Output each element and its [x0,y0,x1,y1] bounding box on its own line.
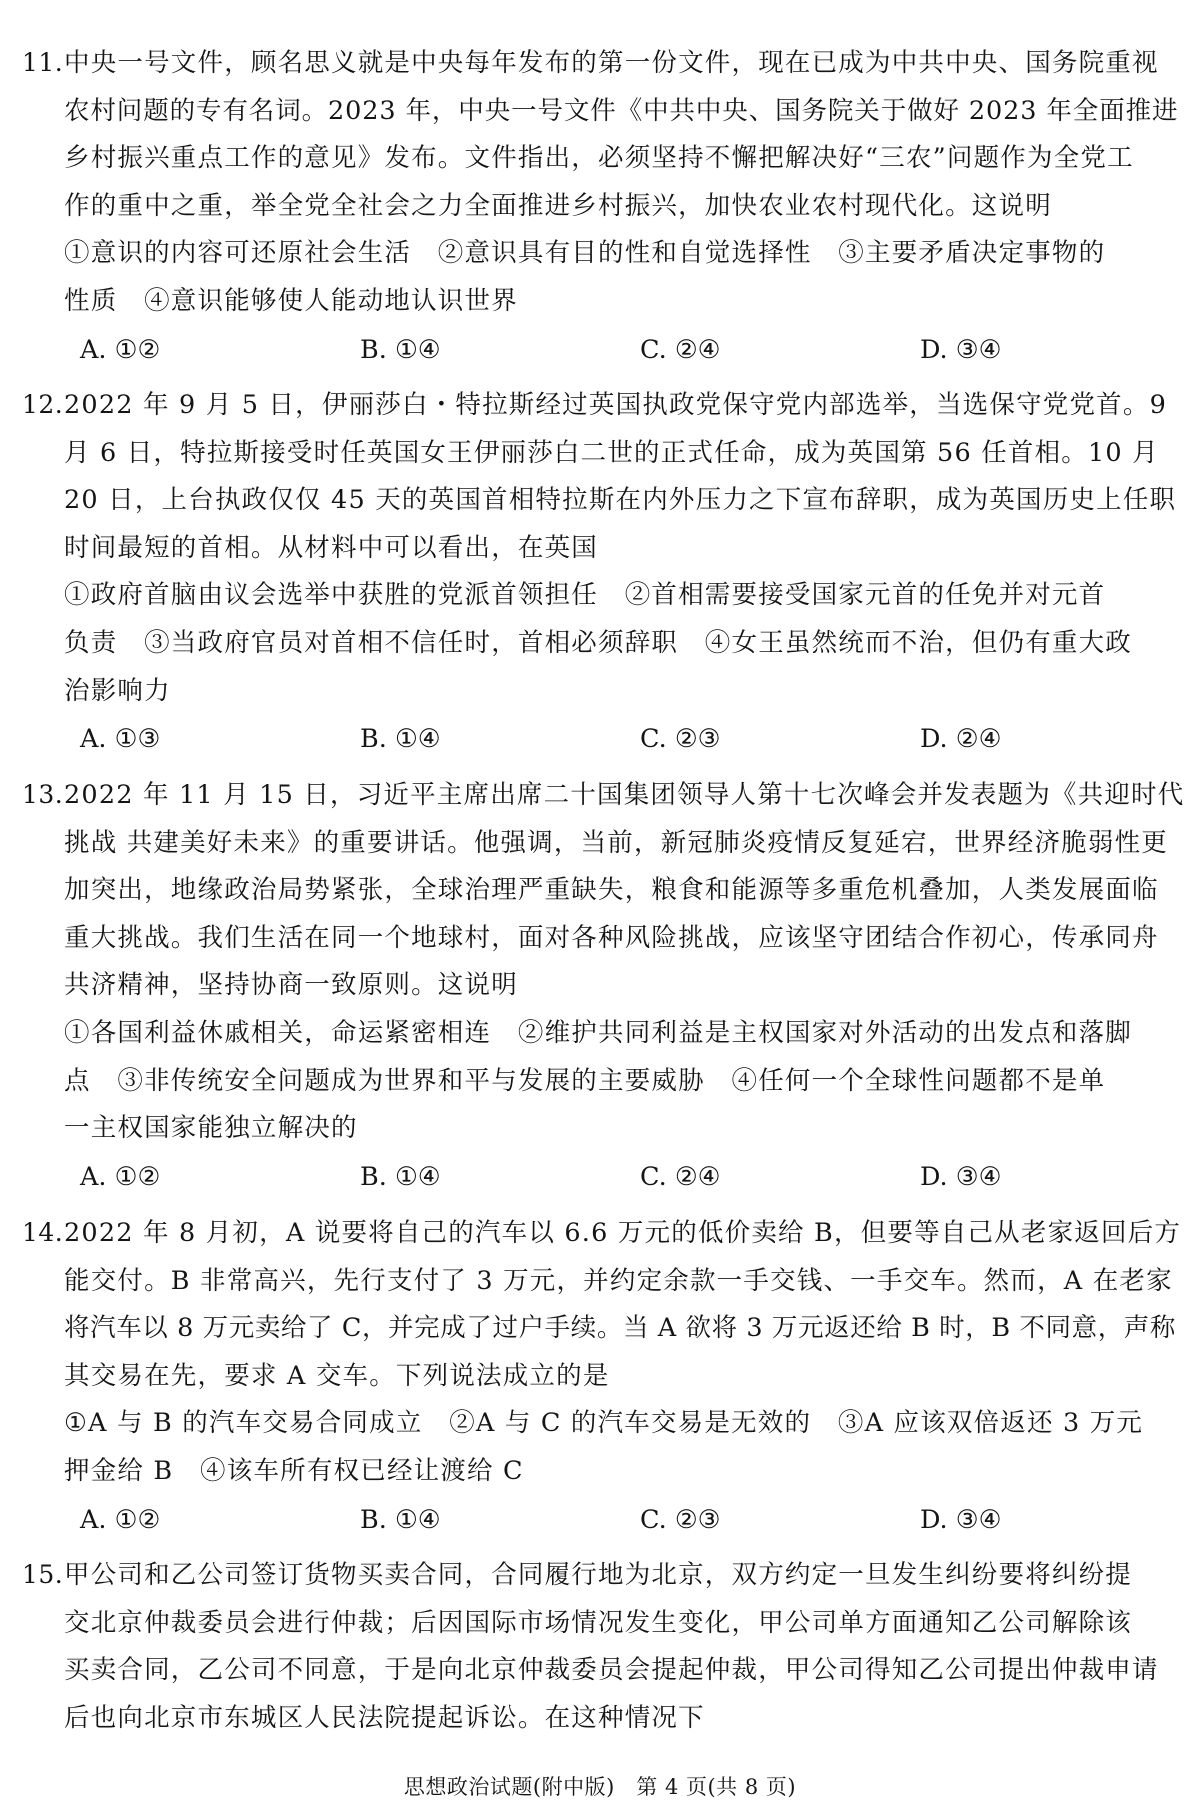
choice-a[interactable]: A. ①② [80,334,161,365]
question-stem-line: 将汽车以 8 万元卖给了 C，并完成了过户手续。当 A 欲将 3 万元返还给 B 时，B 不同意，声称 [64,1313,1177,1344]
question-stem-line: 共济精神，坚持协商一致原则。这说明 [64,970,518,1001]
question-stem-line: 20 日，上台执政仅仅 45 天的英国首相特拉斯在内外压力之下宣布辞职，成为英国历史上任职 [64,485,1177,516]
question-number: 14. [22,1218,64,1247]
question-stem-line: 能交付。B 非常高兴，先行支付了 3 万元，并约定余款一手交钱、一手交车。然而，A 在老家 [64,1265,1173,1296]
question-number: 15. [22,1560,64,1589]
choice-c[interactable]: C. ②④ [640,334,721,365]
question-option-line: 押金给 B ④该车所有权已经让渡给 C [64,1455,524,1486]
choice-a[interactable]: A. ①② [80,1504,161,1535]
question-stem-line: 中央一号文件，顾名思义就是中央每年发布的第一份文件，现在已成为中共中央、国务院重视 [64,48,1159,78]
question-stem-line: 加突出，地缘政治局势紧张，全球治理严重缺失，粮食和能源等多重危机叠加，人类发展面临 [64,875,1159,906]
question-stem-line: 2022 年 8 月初，A 说要将自己的汽车以 6.6 万元的低价卖给 B，但要等自己从老家返回后方 [64,1218,1182,1248]
question-option-line: ①意识的内容可还原社会生活 ②意识具有目的性和自觉选择性 ③主要矛盾决定事物的 [64,238,1106,269]
answer-choices [64,326,1187,374]
choice-d[interactable]: D. ②④ [920,724,1002,755]
choice-b[interactable]: B. ①④ [360,724,441,755]
answer-choices [64,1153,1187,1201]
question-stem-line: 后也向北京市东城区人民法院提起诉讼。在这种情况下 [64,1702,705,1733]
question-stem-line: 2022 年 9 月 5 日，伊丽莎白・特拉斯经过英国执政党保守党内部选举，当选保守党党首。9 [64,390,1167,420]
question-stem-line: 甲公司和乙公司签订货物买卖合同，合同履行地为北京，双方约定一旦发生纠纷要将纠纷提 [64,1560,1133,1590]
question-stem-line: 其交易在先，要求 A 交车。下列说法成立的是 [64,1360,610,1391]
question-12 [22,382,1187,763]
answer-choices [64,1496,1187,1544]
question-stem-line: 2022 年 11 月 15 日，习近平主席出席二十国集团领导人第十七次峰会并发表题为《共迎时代 [64,780,1185,810]
question-number: 13. [22,780,64,809]
choice-d[interactable]: D. ③④ [920,1161,1002,1192]
question-14 [22,1210,1187,1544]
answer-choices [64,715,1187,763]
question-11 [22,40,1187,374]
question-option-line: ①各国利益休戚相关，命运紧密相连 ②维护共同利益是主权国家对外活动的出发点和落脚 [64,1017,1133,1048]
choice-c[interactable]: C. ②③ [640,1504,721,1535]
question-13 [22,772,1187,1201]
choice-a[interactable]: A. ①③ [80,724,161,755]
question-option-line: 性质 ④意识能够使人能动地认识世界 [64,285,518,316]
question-stem-line: 交北京仲裁委员会进行仲裁；后因国际市场情况发生变化，甲公司单方面通知乙公司解除该 [64,1607,1133,1638]
question-stem-line: 重大挑战。我们生活在同一个地球村，面对各种风险挑战，应该坚守团结合作初心，传承同舟 [64,922,1159,953]
choice-c[interactable]: C. ②④ [640,1161,721,1192]
choice-d[interactable]: D. ③④ [920,334,1002,365]
question-stem-line: 乡村振兴重点工作的意见》发布。文件指出，必须坚持不懈把解决好“三农”问题作为全党工 [64,143,1134,174]
question-option-line: 负责 ③当政府官员对首相不信任时，首相必须辞职 ④女王虽然统而不治，但仍有重大政 [64,627,1133,658]
question-number: 12. [22,390,64,419]
question-stem-line: 农村问题的专有名词。2023 年，中央一号文件《中共中央、国务院关于做好 2023 年全面推进 [64,95,1179,126]
question-option-line: ①政府首脑由议会选举中获胜的党派首领担任 ②首相需要接受国家元首的任免并对元首 [64,580,1106,611]
choice-b[interactable]: B. ①④ [360,334,441,365]
question-stem-line: 买卖合同，乙公司不同意，于是向北京仲裁委员会提起仲裁，甲公司得知乙公司提出仲裁申请 [64,1655,1159,1686]
choice-b[interactable]: B. ①④ [360,1504,441,1535]
choice-c[interactable]: C. ②③ [640,724,721,755]
question-option-line: ①A 与 B 的汽车交易合同成立 ②A 与 C 的汽车交易是无效的 ③A 应该双倍返还 3 万元 [64,1408,1144,1439]
question-stem-line: 作的重中之重，举全党全社会之力全面推进乡村振兴，加快农业农村现代化。这说明 [64,190,1052,221]
question-option-line: 点 ③非传统安全问题成为世界和平与发展的主要威胁 ④任何一个全球性问题都不是单 [64,1065,1106,1096]
question-stem-line: 时间最短的首相。从材料中可以看出，在英国 [64,532,599,563]
question-number: 11. [22,48,64,77]
question-stem-line: 月 6 日，特拉斯接受时任英国女王伊丽莎白二世的正式任命，成为英国第 56 任首相。10 月 [64,437,1159,468]
question-option-line: 一主权国家能独立解决的 [64,1113,358,1144]
page-footer: 思想政治试题(附中版) 第 4 页(共 8 页) [403,1775,797,1799]
choice-b[interactable]: B. ①④ [360,1161,441,1192]
choice-a[interactable]: A. ①② [80,1161,161,1192]
question-option-line: 治影响力 [64,675,171,706]
question-15 [22,1552,1187,1742]
question-stem-line: 挑战 共建美好未来》的重要讲话。他强调，当前，新冠肺炎疫情反复延宕，世界经济脆弱性更 [64,827,1169,858]
choice-d[interactable]: D. ③④ [920,1504,1002,1535]
